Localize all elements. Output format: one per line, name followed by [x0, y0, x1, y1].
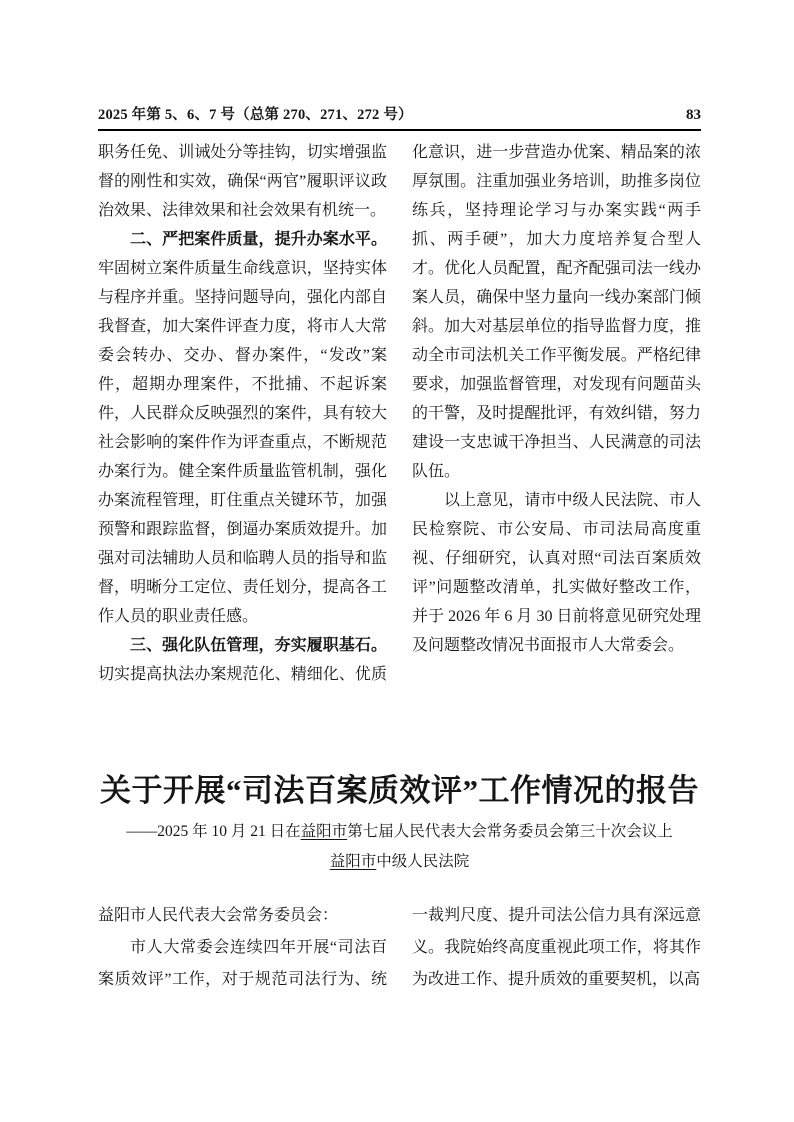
author-text: 中级人民法院 [376, 853, 470, 870]
paragraph-text: 切实提高执法办案规范化、精细化、优质化意识，进一步营造办优案、精品案的浓厚氛围。注重加强业务培训，助推多岗位练兵，坚持理论学习与办案实践“两手抓、两手硬”，加大力度培养复合型人才。优化人员配置，配齐配强司法一线办案人员，确保中坚力量向一线办案部门倾斜。加大对基层单位的指导监督力度，推动全市司法机关工作平衡发展。严格纪律要求，加强监督管理，对发现有问题苗头的干警，及时提醒批评，有效纠错，努力建设一支忠诚干净担当、人民满意的司法队伍。 [98, 144, 701, 683]
paragraph-text: 以上意见，请市中级人民法院、市人民检察院、市公安局、市司法局高度重视、仔细研究，认真对照“司法百案质效评”问题整改清单，扎实做好整改工作，并于 2026 年 6 月 30 日前将意见研究处理及问题整改情况书面报市人大常委会。 [412, 492, 701, 654]
section-heading-2: 二、严把案件质量，提升办案水平。 [130, 231, 387, 248]
paragraph [98, 138, 387, 225]
continued-article-body [98, 138, 701, 691]
paragraph-text: 益阳市人民代表大会常务委员会： [98, 907, 339, 924]
author-place-name: 益阳市 [329, 853, 377, 870]
section-heading-3: 三、强化队伍管理，夯实履职基石。 [130, 637, 387, 654]
subtitle-place-name: 益阳市 [300, 823, 348, 840]
report-body [98, 900, 701, 997]
subtitle-text: ——2025 年 10 月 21 日在 [126, 823, 301, 840]
journal-issue-number: 2025 年第 5、6、7 号（总第 270、271、272 号） [98, 107, 413, 123]
paragraph [412, 486, 701, 660]
salutation [98, 900, 387, 932]
subtitle-text: 第七届人民代表大会常务委员会第三十次会议上 [347, 823, 673, 840]
report-author [98, 850, 701, 874]
paragraph-text: 职务任免、训诫处分等挂钩，切实增强监督的刚性和实效，确保“两官”履职评议政治效果、法律效果和社会效果有机统一。 [98, 144, 387, 219]
page-header [98, 104, 701, 131]
paragraph-text: 牢固树立案件质量生命线意识，坚持实体与程序并重。坚持问题导向，强化内部自我督查，加大案件评查力度，将市人大常委会转办、交办、督办案件，“发改”案件，超期办理案件，不批捕、不起诉案件，人民群众反映强烈的案件，具有较大社会影响的案件作为评查重点，不断规范办案行为。健全案件质量监管机制，强化办案流程管理，盯住重点关键环节，加强预警和跟踪监督，倒逼办案质效提升。加强对司法辅助人员和临聘人员的指导和监督，明晰分工定位、责任划分，提高各工作人员的职业责任感。 [98, 260, 387, 625]
report-subtitle [98, 820, 701, 844]
paragraph-text: 市人大常委会连续四年开展“司法百案质效评”工作，对于规范司法行为、统一裁判尺度、提升司法公信力具有深远意义。我院始终高度重视此项工作，将其作为改进工作、提升质效的重要契机，以高 [98, 907, 701, 988]
page-number: 83 [686, 107, 701, 123]
report-title: 关于开展“司法百案质效评”工作情况的报告 [100, 773, 699, 808]
paragraph [98, 225, 387, 631]
